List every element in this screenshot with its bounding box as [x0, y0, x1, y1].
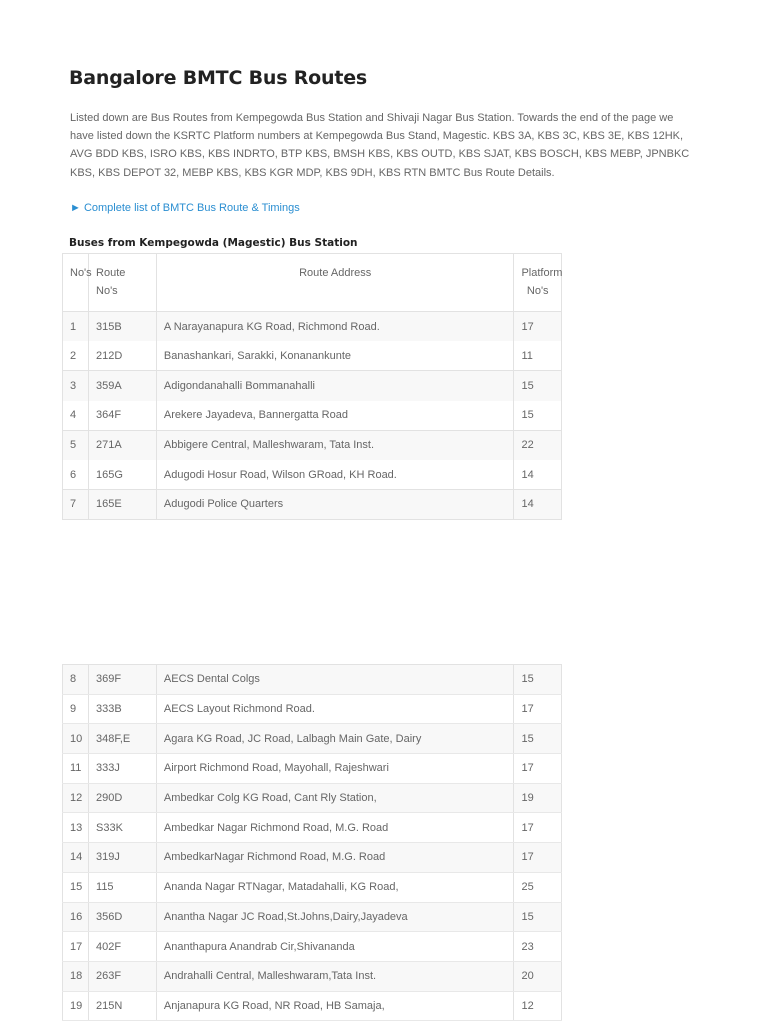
header-address: Route Address — [156, 254, 514, 312]
cell-platform: 15 — [514, 401, 562, 431]
cell-no: 4 — [63, 401, 89, 431]
cell-platform: 17 — [514, 312, 562, 342]
cell-route: 215N — [89, 991, 157, 1021]
cell-route: 359A — [89, 371, 157, 401]
table-row — [63, 460, 562, 490]
cell-platform: 12 — [514, 991, 562, 1021]
cell-no: 11 — [63, 754, 89, 784]
cell-route: 290D — [89, 783, 157, 813]
cell-address: A Narayanapura KG Road, Richmond Road. — [156, 312, 514, 342]
cell-route: 402F — [89, 932, 157, 962]
cell-address: Banashankari, Sarakki, Konanankunte — [156, 341, 514, 371]
table-row — [63, 754, 562, 784]
cell-platform: 19 — [514, 783, 562, 813]
cell-route: 356D — [89, 902, 157, 932]
cell-address: Agara KG Road, JC Road, Lalbagh Main Gate, Dairy — [156, 724, 514, 754]
cell-route: 165E — [89, 490, 157, 520]
cell-route: 333B — [89, 694, 157, 724]
table-row — [63, 872, 562, 902]
cell-route: 212D — [89, 341, 157, 371]
cell-address: Airport Richmond Road, Mayohall, Rajeshwari — [156, 754, 514, 784]
cell-route: S33K — [89, 813, 157, 843]
table-row — [63, 932, 562, 962]
cell-address: Adugodi Police Quarters — [156, 490, 514, 520]
cell-no: 18 — [63, 961, 89, 991]
cell-route: 369F — [89, 665, 157, 695]
cell-address: Andrahalli Central, Malleshwaram,Tata Inst. — [156, 961, 514, 991]
cell-platform: 11 — [514, 341, 562, 371]
cell-route: 348F,E — [89, 724, 157, 754]
cell-address: AECS Layout Richmond Road. — [156, 694, 514, 724]
cell-platform: 17 — [514, 813, 562, 843]
cell-address: AECS Dental Colgs — [156, 665, 514, 695]
table-row — [63, 991, 562, 1021]
cell-route: 263F — [89, 961, 157, 991]
cell-route: 271A — [89, 430, 157, 460]
cell-platform: 20 — [514, 961, 562, 991]
cell-no: 1 — [63, 312, 89, 342]
header-no: No's — [63, 254, 89, 312]
table-row — [63, 312, 562, 342]
routes-table-part2 — [62, 664, 562, 1021]
cell-no: 19 — [63, 991, 89, 1021]
page-title: Bangalore BMTC Bus Routes — [69, 67, 368, 89]
table-row — [63, 665, 562, 695]
header-route: Route No's — [89, 254, 157, 312]
cell-no: 15 — [63, 872, 89, 902]
table-row — [63, 843, 562, 873]
cell-no: 2 — [63, 341, 89, 371]
cell-platform: 14 — [514, 460, 562, 490]
cell-platform: 15 — [514, 724, 562, 754]
table-row — [63, 813, 562, 843]
cell-no: 10 — [63, 724, 89, 754]
table-row — [63, 961, 562, 991]
table-header-row — [63, 254, 562, 312]
cell-route: 319J — [89, 843, 157, 873]
cell-no: 13 — [63, 813, 89, 843]
table-row — [63, 724, 562, 754]
cell-route: 115 — [89, 872, 157, 902]
cell-no: 6 — [63, 460, 89, 490]
cell-route: 364F — [89, 401, 157, 431]
table-row — [63, 902, 562, 932]
cell-no: 9 — [63, 694, 89, 724]
cell-address: Ananda Nagar RTNagar, Matadahalli, KG Road, — [156, 872, 514, 902]
cell-address: Ambedkar Nagar Richmond Road, M.G. Road — [156, 813, 514, 843]
header-platform: Platform No's — [514, 254, 562, 312]
cell-address: Anantha Nagar JC Road,St.Johns,Dairy,Jayadeva — [156, 902, 514, 932]
cell-platform: 15 — [514, 665, 562, 695]
cell-address: Adugodi Hosur Road, Wilson GRoad, KH Road. — [156, 460, 514, 490]
cell-platform: 14 — [514, 490, 562, 520]
cell-platform: 25 — [514, 872, 562, 902]
cell-platform: 15 — [514, 371, 562, 401]
cell-no: 7 — [63, 490, 89, 520]
cell-platform: 23 — [514, 932, 562, 962]
cell-address: Anjanapura KG Road, NR Road, HB Samaja, — [156, 991, 514, 1021]
cell-address: Ambedkar Colg KG Road, Cant Rly Station, — [156, 783, 514, 813]
cell-address: Abbigere Central, Malleshwaram, Tata Inst. — [156, 430, 514, 460]
cell-platform: 22 — [514, 430, 562, 460]
intro-paragraph: Listed down are Bus Routes from Kempegowda Bus Station and Shivaji Nagar Bus Station. Towards the end of the page we have listed down the KSRTC Platform numbers at Kempegowda Bus Stand, Magestic. KBS 3A, KBS 3C, KBS 3E, KBS 12HK, AVG BDD KBS, ISRO KBS, KBS INDRTO, BTP KBS, BMSH KBS, KBS OUTD, KBS SJAT, KBS BOSCH, KBS MEBP, JPNBKC KBS, KBS DEPOT 32, MEBP KBS, KBS KGR MDP, KBS 9DH, KBS RTN BMTC Bus Route Details. — [70, 112, 690, 179]
cell-no: 16 — [63, 902, 89, 932]
cell-address: Adigondanahalli Bommanahalli — [156, 371, 514, 401]
cell-platform: 17 — [514, 694, 562, 724]
table-row — [63, 783, 562, 813]
cell-no: 3 — [63, 371, 89, 401]
cell-address: AmbedkarNagar Richmond Road, M.G. Road — [156, 843, 514, 873]
cell-no: 17 — [63, 932, 89, 962]
section-heading: Buses from Kempegowda (Magestic) Bus Station — [69, 237, 358, 249]
table-row — [63, 694, 562, 724]
complete-routes-link[interactable]: ► Complete list of BMTC Bus Route & Timings — [70, 202, 300, 214]
cell-route: 165G — [89, 460, 157, 490]
cell-route: 333J — [89, 754, 157, 784]
cell-route: 315B — [89, 312, 157, 342]
cell-no: 14 — [63, 843, 89, 873]
table-row — [63, 341, 562, 371]
table-row — [63, 430, 562, 460]
cell-no: 8 — [63, 665, 89, 695]
table-row — [63, 371, 562, 401]
cell-platform: 17 — [514, 843, 562, 873]
cell-address: Arekere Jayadeva, Bannergatta Road — [156, 401, 514, 431]
cell-platform: 17 — [514, 754, 562, 784]
cell-platform: 15 — [514, 902, 562, 932]
routes-table-part1 — [62, 253, 562, 520]
table-row — [63, 401, 562, 431]
cell-no: 12 — [63, 783, 89, 813]
cell-address: Ananthapura Anandrab Cir,Shivananda — [156, 932, 514, 962]
cell-no: 5 — [63, 430, 89, 460]
table-row — [63, 490, 562, 520]
